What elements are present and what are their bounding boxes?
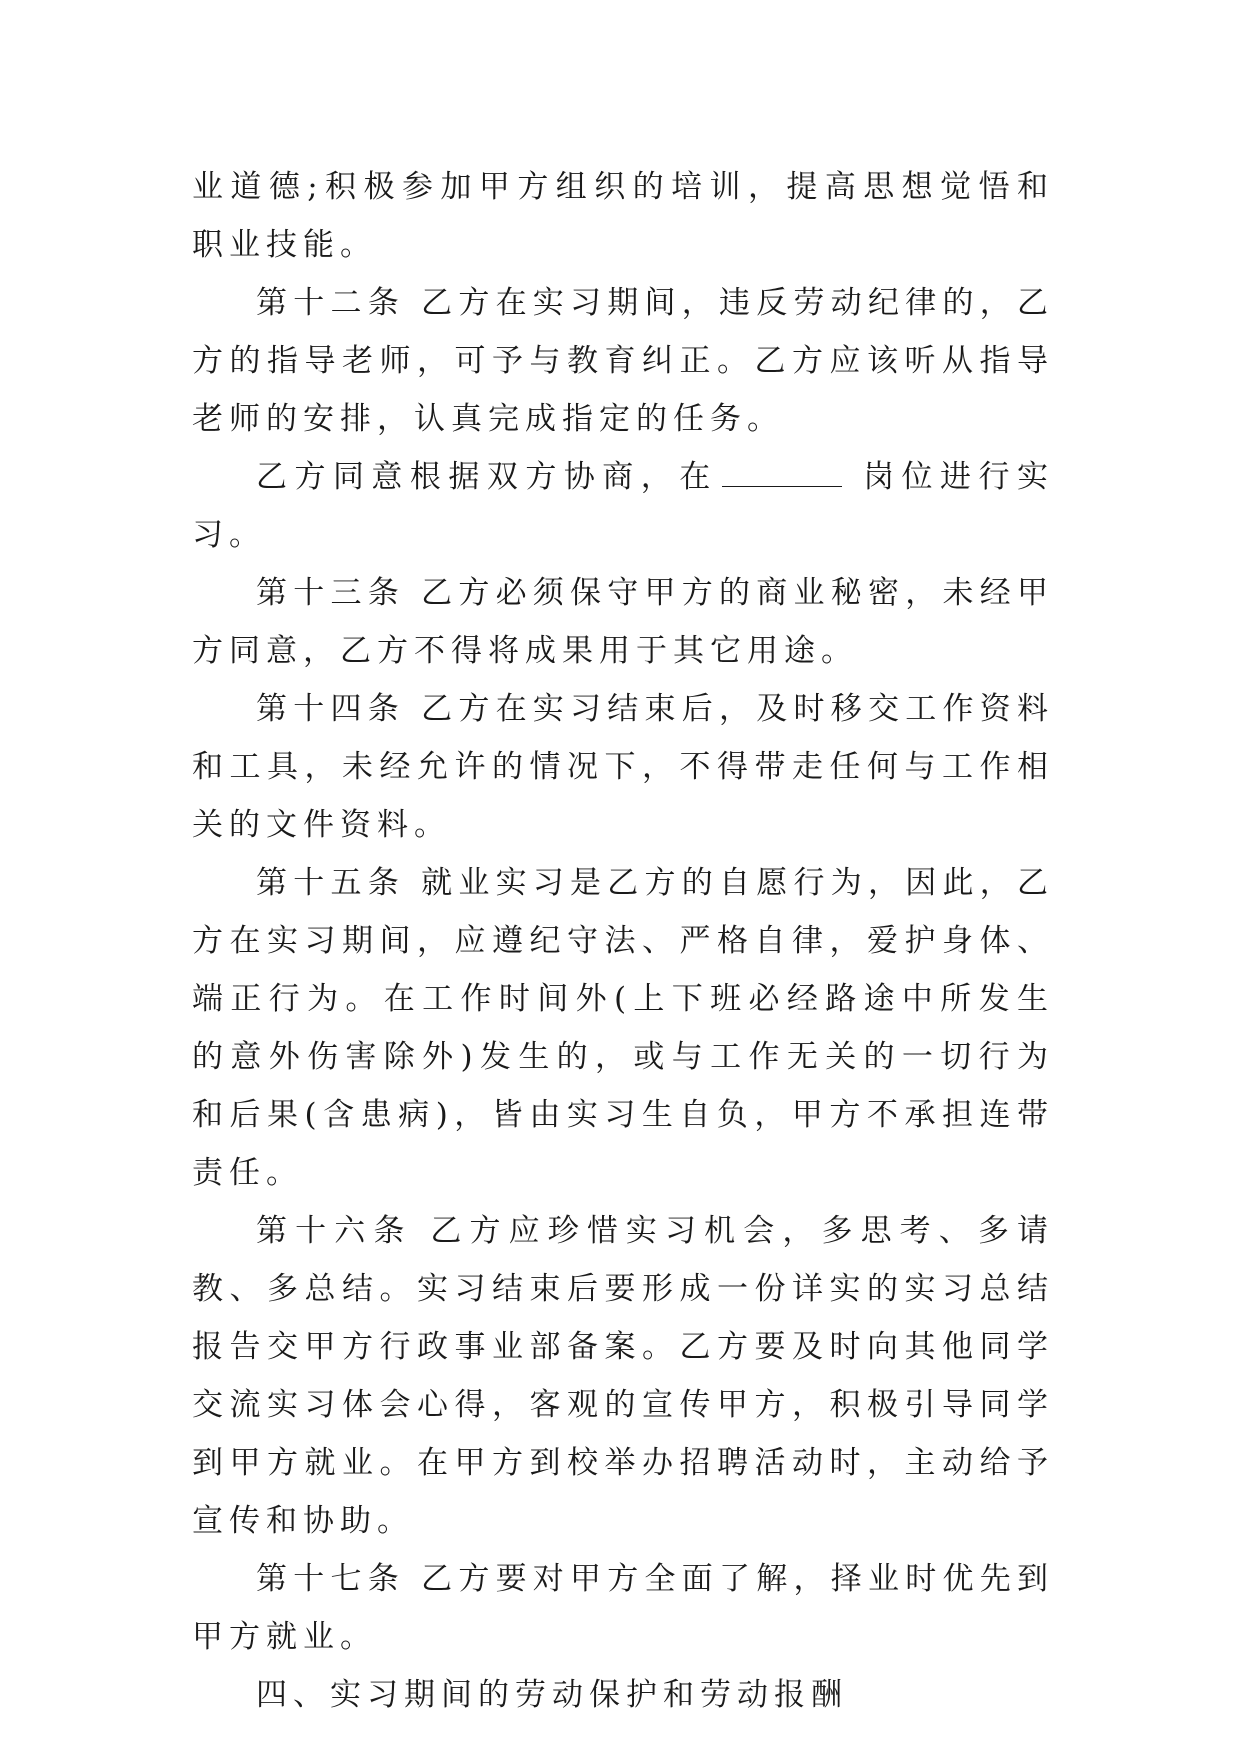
- paragraph-article-16: 第十六条 乙方应珍惜实习机会，多思考、多请教、多总结。实习结束后要形成一份详实的实习总结报告交甲方行政事业部备案。乙方要及时向其他同学交流实习体会心得，客观的宣传甲方，积极引导同学到甲方就业。在甲方到校举办招聘活动时，主动给予宣传和协助。: [192, 1213, 1054, 1539]
- paragraph-article-14: 第十四条 乙方在实习结束后，及时移交工作资料和工具，未经允许的情况下，不得带走任何与工作相关的文件资料。: [192, 691, 1054, 843]
- paragraph-article-15: 第十五条 就业实习是乙方的自愿行为，因此，乙方在实习期间，应遵纪守法、严格自律，爱护身体、端正行为。在工作时间外(上下班必经路途中所发生的意外伤害除外)发生的，或与工作无关的一切行为和后果(含患病)，皆由实习生自负，甲方不承担连带责任。: [192, 865, 1054, 1191]
- paragraph-internship-position: [192, 448, 1054, 564]
- position-text-after: 岗位进行实习。: [192, 459, 1054, 553]
- paragraph-article-13: 第十三条 乙方必须保守甲方的商业秘密，未经甲方同意，乙方不得将成果用于其它用途。: [192, 575, 1054, 669]
- paragraph-continuation: 业道德;积极参加甲方组织的培训，提高思想觉悟和职业技能。: [192, 169, 1054, 263]
- position-text-before: 乙方同意根据双方协商，在: [256, 459, 718, 495]
- section-heading-labor-protection: 四、实习期间的劳动保护和劳动报酬: [256, 1677, 848, 1713]
- position-blank-line: [722, 458, 842, 487]
- paragraph-article-12: 第十二条 乙方在实习期间，违反劳动纪律的，乙方的指导老师，可予与教育纠正。乙方应该听从指导老师的安排，认真完成指定的任务。: [192, 285, 1054, 437]
- paragraph-article-17: 第十七条 乙方要对甲方全面了解，择业时优先到甲方就业。: [192, 1561, 1054, 1655]
- document-page: [192, 158, 1054, 1724]
